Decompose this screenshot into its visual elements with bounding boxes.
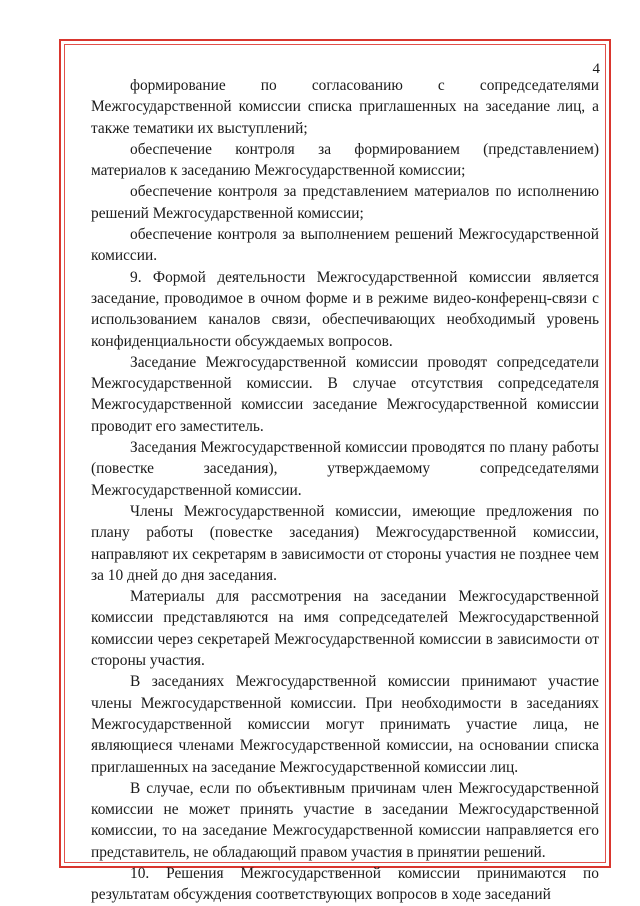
paragraph: формирование по согласованию с сопредседателями Межгосударственной комиссии списка приглашенных на заседание лиц, а также тематики их выступлений; bbox=[91, 77, 599, 137]
paragraph: обеспечение контроля за формированием (представлением) материалов к заседанию Межгосударственной комиссии; bbox=[91, 140, 599, 180]
paragraph: 10. Решения Межгосударственной комиссии принимаются по результатам обсуждения соответствующих вопросов в ходе заседаний bbox=[91, 864, 599, 904]
document-body bbox=[91, 75, 599, 906]
paragraph: Члены Межгосударственной комиссии, имеющие предложения по плану работы (повестке заседания) Межгосударственной комиссии, направляют их секретарям в зависимости от стороны участия не позднее чем за 10 дней до дня заседания. bbox=[91, 502, 599, 584]
paragraph: 9. Формой деятельности Межгосударственной комиссии является заседание, проводимое в очном форме и в режиме видео-конференц-связи с использованием каналов связи, обеспечивающих необходимый уровень конфиденциальности обсуждаемых вопросов. bbox=[91, 268, 599, 350]
page-number: 4 bbox=[592, 61, 600, 77]
paragraph: Заседание Межгосударственной комиссии проводят сопредседатели Межгосударственной комиссии. В случае отсутствия сопредседателя Межгосударственной комиссии заседание Межгосударственной комиссии проводит его заместитель. bbox=[91, 353, 599, 435]
paragraph: Заседания Межгосударственной комиссии проводятся по плану работы (повестке заседания), утверждаемому сопредседателями Межгосударственной комиссии. bbox=[91, 439, 599, 499]
paragraph: Материалы для рассмотрения на заседании Межгосударственной комиссии представляются на имя сопредседателей Межгосударственной комиссии через секретарей Межгосударственной комиссии в зависимости от стороны участия. bbox=[91, 588, 599, 670]
paragraph: обеспечение контроля за выполнением решений Межгосударственной комиссии. bbox=[91, 226, 599, 265]
paragraph: В заседаниях Межгосударственной комиссии принимают участие члены Межгосударственной комиссии. При необходимости в заседаниях Межгосударственной комиссии могут принимать участие лица, не являющиеся членами Межгосударственной комиссии, на основании списка приглашенных на заседание Межгосударственной комиссии лиц. bbox=[91, 673, 599, 776]
paragraph: обеспечение контроля за представлением материалов по исполнению решений Межгосударственной комиссии; bbox=[91, 183, 599, 222]
paragraph: В случае, если по объективным причинам член Межгосударственной комиссии не может принять участие в заседании Межгосударственной комиссии, то на заседание Межгосударственной комиссии направляется его представитель, не обладающий правом участия в принятии решений. bbox=[91, 779, 599, 861]
